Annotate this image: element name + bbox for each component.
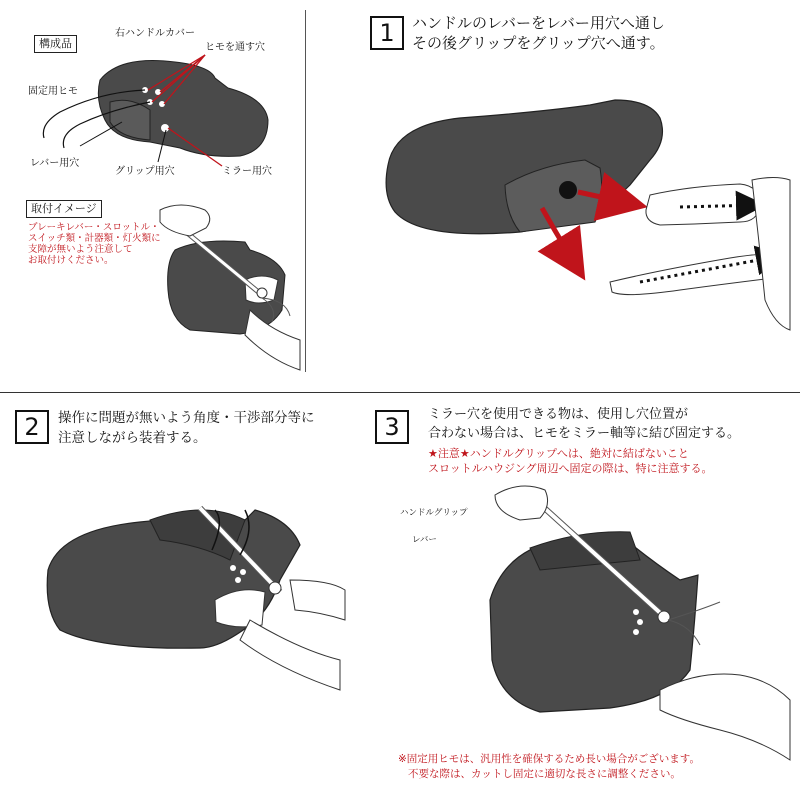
warning-line-2: スロットルハウジング周辺へ固定の際は、特に注意する。 — [428, 462, 713, 475]
caution-line-2: スイッチ類・計器類・灯火類に — [28, 233, 161, 244]
step3-illustration — [490, 486, 790, 760]
components-badge: 構成品 — [34, 35, 77, 53]
install-image-badge: 取付イメージ — [26, 200, 102, 218]
step3-number: 3 — [375, 410, 409, 444]
step1-number: 1 — [370, 16, 404, 50]
label-lever-hole: レバー用穴 — [30, 158, 80, 169]
step2-line-2: 注意しながら装着する。 — [58, 430, 207, 446]
caution-line-4: お取付けください。 — [28, 255, 114, 266]
step3-warning — [428, 446, 713, 476]
label-lever: レバー — [412, 535, 437, 545]
step2-illustration — [47, 508, 345, 690]
label-handle-grip: ハンドルグリップ — [400, 508, 468, 518]
label-right-cover: 右ハンドルカバー — [115, 28, 195, 39]
step1-illustration — [386, 100, 790, 330]
step2-number: 2 — [15, 410, 49, 444]
step3-text — [428, 405, 740, 443]
caution-line-1: ブレーキレバー・スロットル・ — [28, 222, 160, 233]
label-string-hole: ヒモを通す穴 — [205, 42, 265, 53]
caution-line-3: 支障が無いよう注意して — [28, 244, 133, 255]
install-image-illustration — [160, 205, 300, 370]
step1-line-1: ハンドルのレバーをレバー用穴へ通し — [412, 14, 665, 32]
step2-text — [58, 408, 315, 448]
footnote — [398, 752, 700, 782]
step3-line-1: ミラー穴を使用できる物は、使用し穴位置が — [428, 407, 689, 422]
label-fixing-string: 固定用ヒモ — [28, 86, 78, 97]
step3-line-2: 合わない場合は、ヒモをミラー軸等に結び固定する。 — [428, 426, 741, 441]
label-mirror-hole: ミラー用穴 — [222, 166, 272, 177]
label-grip-hole: グリップ用穴 — [115, 166, 175, 177]
footnote-line-2: 不要な際は、カットし固定に適切な長さに調整ください。 — [408, 768, 681, 780]
install-caution — [28, 222, 161, 266]
warning-line-1: ★注意★ハンドルグリップへは、絶対に結ばないこと — [428, 447, 689, 460]
step1-text — [412, 13, 665, 53]
step1-line-2: その後グリップをグリップ穴へ通す。 — [412, 34, 665, 52]
components-cover-illustration — [43, 55, 268, 166]
footnote-line-1: ※固定用ヒモは、汎用性を確保するため長い場合がございます。 — [398, 753, 700, 765]
step2-line-1: 操作に問題が無いよう角度・干渉部分等に — [58, 410, 315, 426]
